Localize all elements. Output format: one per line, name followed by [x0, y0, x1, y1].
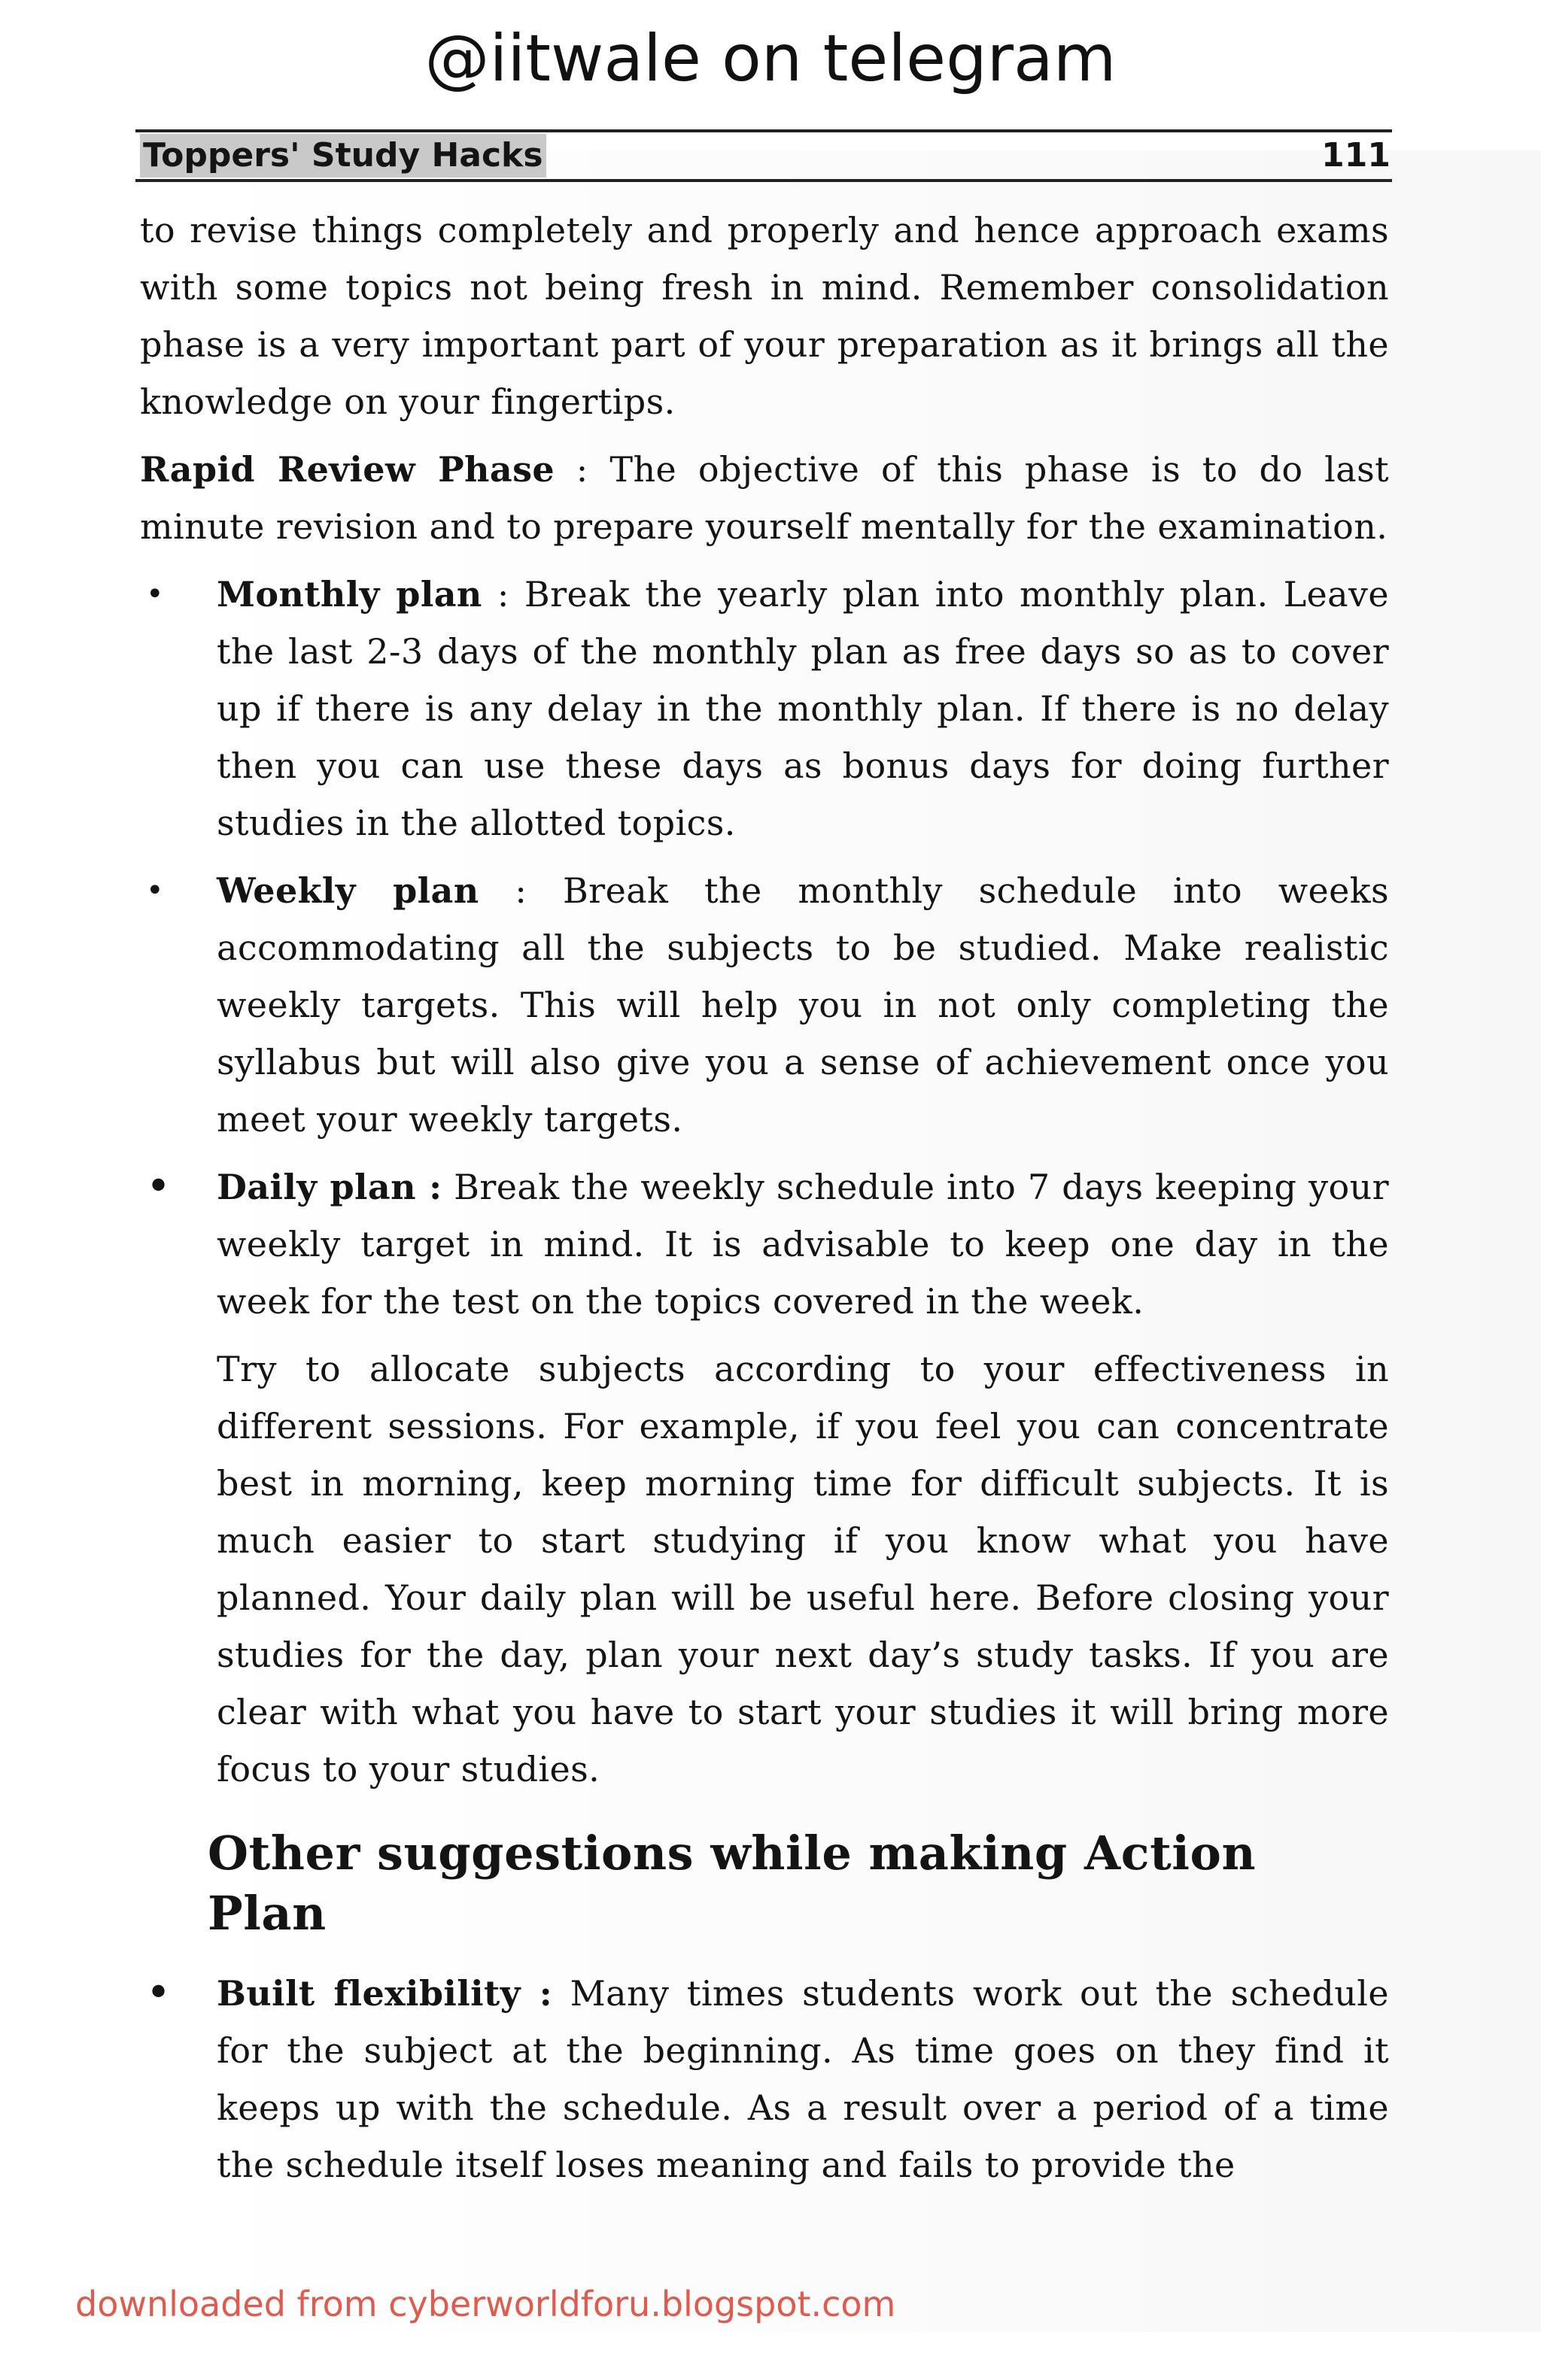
monthly-plan-term: Monthly plan — [217, 574, 482, 615]
rapid-review-term: Rapid Review Phase — [140, 449, 555, 490]
bullet-icon: • — [146, 577, 164, 612]
weekly-plan-text: : Break the monthly schedule into weeks accommodating all the subjects to be studied. Make realistic weekly targets. This will help you in not only completing the syllabus but will also give you a sense of achievement once you meet your weekly targets. — [217, 870, 1389, 1140]
bullet-icon: • — [146, 873, 164, 908]
built-flexibility-item — [140, 1965, 1389, 2193]
page-body — [140, 202, 1389, 2204]
page-number: 111 — [1321, 136, 1391, 175]
bullet-icon: • — [146, 1162, 172, 1211]
telegram-watermark: @iitwale on telegram — [424, 21, 1117, 96]
built-flexibility-term: Built flexibility : — [217, 1973, 553, 2014]
daily-plan-followup: Try to allocate subjects according to your effectiveness in different sessions. For example, if you feel you can concentrate best in morning, keep morning time for difficult subjects. It is much easier to start studying if you know what you have planned. Your daily plan will be useful here. Before closing your studies for the day, plan your next day’s study tasks. If you are clear with what you have to start your studies it will bring more focus to your studies. — [217, 1349, 1389, 1790]
section-heading: Other suggestions while making Action Plan — [208, 1826, 1257, 1941]
weekly-plan-item — [140, 862, 1389, 1148]
intro-paragraph: to revise things completely and properly and hence approach exams with some topics not being fresh in mind. Remember consolidation phase is a very important part of your preparation as it brings all the knowledge on your fingertips. — [140, 210, 1389, 422]
bullet-icon: • — [146, 1969, 172, 2017]
daily-plan-term: Daily plan : — [217, 1167, 442, 1207]
built-flexibility-text: Many times students work out the schedule for the subject at the beginning. As time goes on they find it keeps up with the schedule. As a result over a period of a time the schedule itself loses meaning and fails to provide the — [217, 1973, 1390, 2185]
monthly-plan-text: : Break the yearly plan into monthly plan. Leave the last 2-3 days of the monthly plan as free days so as to cover up if there is any delay in the monthly plan. If there is no delay then you can use these days as bonus days for doing further studies in the allotted topics. — [217, 574, 1389, 843]
rapid-review-paragraph — [140, 441, 1389, 555]
daily-plan-text: Break the weekly schedule into 7 days keeping your weekly target in mind. It is advisable to keep one day in the week for the test on the topics covered in the week. — [217, 1167, 1389, 1322]
rapid-review-text: : The objective of this phase is to do last minute revision and to prepare yourself mentally for the examination. — [140, 449, 1389, 547]
download-watermark: downloaded from cyberworldforu.blogspot.com — [75, 2284, 896, 2324]
running-header — [135, 129, 1392, 182]
weekly-plan-term: Weekly plan — [217, 870, 479, 911]
monthly-plan-item — [140, 566, 1389, 852]
running-title: Toppers' Study Hacks — [140, 134, 546, 178]
daily-plan-item — [140, 1158, 1389, 1330]
